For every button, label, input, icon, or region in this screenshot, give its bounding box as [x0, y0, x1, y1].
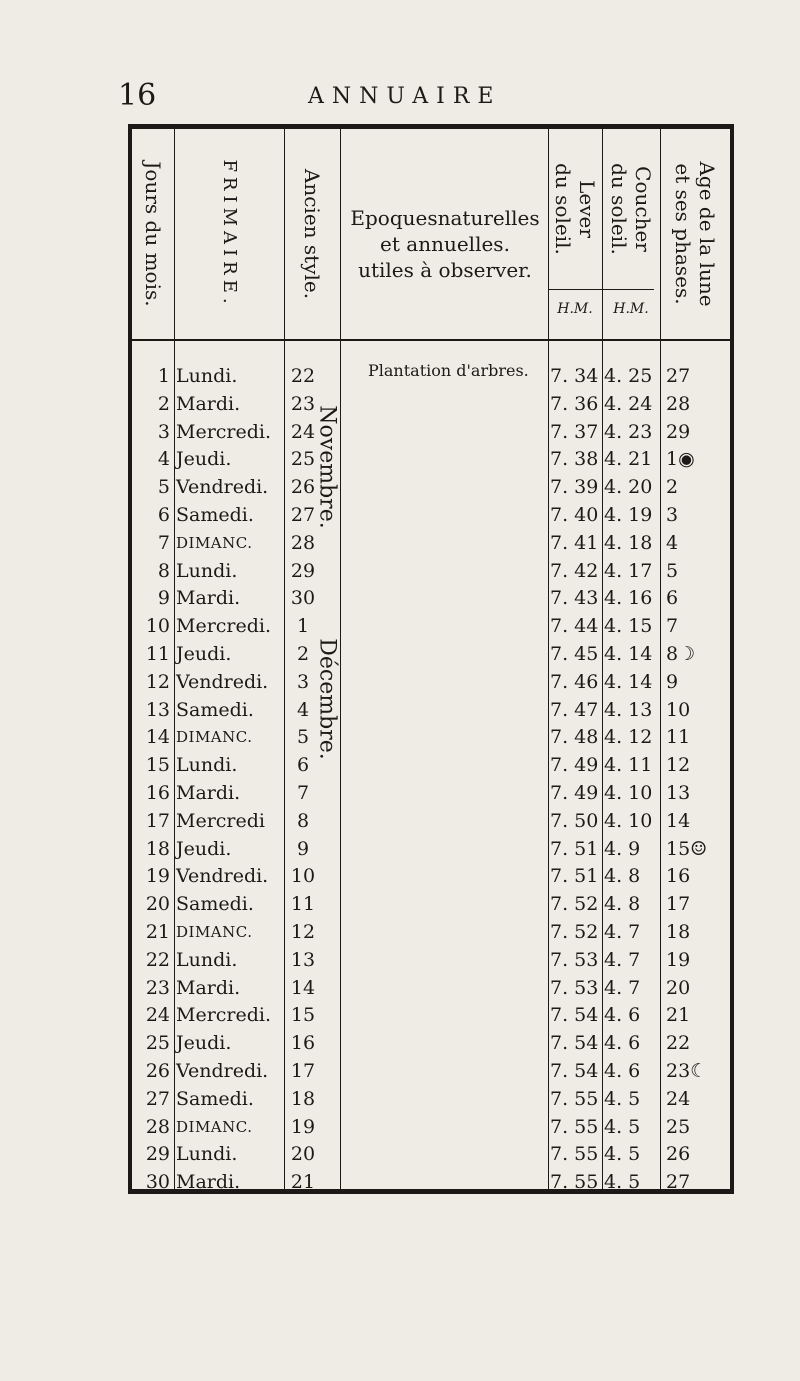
day-number: 10	[145, 615, 170, 638]
header-ancien-label: Ancien style.	[300, 168, 324, 300]
sunrise-time: 7. 37	[550, 420, 599, 443]
old-style-month-label: Novembre.	[314, 405, 340, 529]
sunrise-time: 7. 45	[550, 643, 599, 665]
table-row	[132, 1000, 730, 1030]
moon-age: 6	[666, 587, 679, 610]
header-month-label: FRIMAIRE.	[219, 159, 240, 309]
moon-age: 8☽	[666, 643, 696, 665]
old-style-date: 23	[290, 392, 316, 415]
day-number: 4	[157, 448, 170, 471]
day-number: 22	[145, 948, 170, 971]
table-row	[132, 778, 730, 808]
old-style-date: 2	[296, 643, 310, 665]
sunset-time: 4. 6	[604, 1032, 641, 1055]
sunset-time: 4. 8	[604, 893, 641, 916]
sunrise-time: 7. 53	[550, 976, 599, 999]
table-row	[132, 861, 730, 891]
day-number: 2	[157, 392, 170, 415]
moon-age: 7	[666, 615, 679, 638]
header-age-label: Age de la lune	[695, 161, 719, 307]
sunrise-time: 7. 47	[550, 698, 599, 721]
old-style-date: 9	[296, 837, 310, 860]
old-style-date: 19	[290, 1115, 316, 1138]
sunrise-time: 7. 55	[550, 1087, 599, 1110]
day-number: 9	[157, 587, 170, 610]
sunrise-time: 7. 54	[550, 1004, 599, 1027]
sunrise-time: 7. 46	[550, 670, 599, 693]
header-epoques-line1: Epoquesnaturelles	[350, 206, 540, 230]
day-name: Lundi.	[176, 754, 238, 777]
day-name: Mardi.	[176, 1171, 241, 1194]
old-style-date: 12	[290, 921, 316, 943]
sunset-time: 4. 5	[604, 1087, 641, 1110]
sunset-time: 4. 23	[604, 420, 653, 443]
header-lever-label: Lever	[575, 180, 599, 238]
old-style-month-label: Décembre.	[314, 638, 340, 760]
table-row	[132, 472, 730, 502]
sunset-time: 4. 10	[604, 809, 653, 832]
page-number: 16	[118, 78, 157, 113]
day-name: Jeudi.	[176, 837, 232, 860]
moon-age: 17	[666, 893, 691, 916]
old-style-date: 6	[296, 754, 310, 777]
day-number: 27	[145, 1087, 170, 1110]
sunset-time: 4. 21	[604, 448, 653, 471]
sunset-time: 4. 9	[604, 837, 641, 860]
sunrise-time: 7. 52	[550, 893, 599, 916]
moon-age: 15☺	[666, 837, 708, 860]
sunrise-time: 7. 39	[550, 476, 599, 499]
old-style-date: 26	[290, 476, 316, 499]
moon-age: 25	[666, 1115, 691, 1138]
sunrise-time: 7. 55	[550, 1115, 599, 1138]
day-name: Lundi.	[176, 948, 238, 971]
old-style-date: 13	[290, 948, 316, 971]
moon-age: 9	[666, 670, 679, 693]
moon-age: 29	[666, 420, 691, 443]
table-row	[132, 1112, 730, 1142]
old-style-date: 27	[290, 504, 316, 526]
day-name: Samedi.	[176, 698, 254, 721]
table-row	[132, 583, 730, 613]
day-name: Vendredi.	[176, 476, 269, 499]
moon-age: 24	[666, 1087, 691, 1110]
day-number: 14	[145, 726, 170, 749]
day-number: 18	[145, 837, 170, 860]
sunrise-time: 7. 42	[550, 559, 599, 582]
table-row	[132, 444, 730, 474]
day-number: 6	[157, 504, 170, 526]
sunset-time: 4. 7	[604, 921, 641, 943]
sunset-time: 4. 24	[604, 392, 653, 415]
header-coucher-label: Coucher	[631, 166, 655, 252]
table-row	[132, 973, 730, 1003]
calendar-table	[128, 124, 734, 1194]
day-name: Mercredi.	[176, 1004, 272, 1027]
old-style-date: 11	[290, 893, 316, 916]
day-number: 11	[145, 643, 170, 665]
sunset-time: 4. 5	[604, 1143, 641, 1166]
sunrise-time: 7. 51	[550, 865, 599, 888]
sunrise-time: 7. 50	[550, 809, 599, 832]
old-style-date: 20	[290, 1143, 316, 1166]
table-row	[132, 722, 730, 752]
sunset-time: 4. 8	[604, 865, 641, 888]
moon-age: 27	[666, 365, 691, 387]
sunrise-time: 7. 55	[550, 1171, 599, 1194]
day-name: Lundi.	[176, 1143, 238, 1166]
day-number: 17	[145, 809, 170, 832]
table-row	[132, 556, 730, 586]
sunset-time: 4. 25	[604, 365, 653, 387]
old-style-date: 10	[290, 865, 316, 888]
day-name: Mardi.	[176, 976, 241, 999]
unit-separator	[548, 289, 654, 290]
sunset-time: 4. 7	[604, 948, 641, 971]
day-number: 16	[145, 782, 170, 804]
day-name: Jeudi.	[176, 448, 232, 471]
table-row	[132, 500, 730, 530]
day-name: Vendredi.	[176, 1060, 269, 1082]
unit-coucher: H.M.	[613, 301, 649, 317]
day-number: 24	[145, 1004, 170, 1027]
day-number: 8	[157, 559, 170, 582]
day-number: 28	[145, 1115, 170, 1138]
header-age-lune	[660, 129, 730, 339]
old-style-date: 25	[290, 448, 316, 471]
day-number: 21	[145, 921, 170, 943]
moon-age: 18	[666, 921, 691, 943]
day-name: DIMANC.	[176, 923, 253, 941]
sunset-time: 4. 6	[604, 1060, 641, 1082]
header-epoques-line3: utiles à observer.	[358, 258, 532, 282]
moon-age: 4	[666, 531, 679, 554]
table-row	[132, 1056, 730, 1086]
day-name: Mardi.	[176, 587, 241, 610]
day-number: 29	[145, 1143, 170, 1166]
moon-age: 28	[666, 392, 691, 415]
day-name: DIMANC.	[176, 533, 253, 552]
old-style-date: 21	[290, 1171, 316, 1194]
sunrise-time: 7. 52	[550, 921, 599, 943]
moon-age: 10	[666, 698, 691, 721]
moon-age: 2	[666, 476, 679, 499]
header-month	[174, 129, 284, 339]
sunrise-time: 7. 53	[550, 948, 599, 971]
header-jours-label: Jours du mois.	[141, 161, 165, 307]
sunrise-time: 7. 49	[550, 754, 599, 777]
sunset-time: 4. 7	[604, 976, 641, 999]
sunset-time: 4. 20	[604, 476, 653, 499]
day-number: 20	[145, 893, 170, 916]
moon-age: 11	[666, 726, 691, 749]
header-ancien-style	[284, 129, 340, 339]
moon-age: 13	[666, 782, 691, 804]
table-row	[132, 1139, 730, 1169]
sunset-time: 4. 14	[604, 643, 653, 665]
moon-age: 19	[666, 948, 691, 971]
moon-age: 12	[666, 754, 691, 777]
header-separator	[132, 339, 730, 341]
old-style-date: 30	[290, 587, 316, 610]
day-number: 1	[157, 365, 170, 387]
table-row	[132, 750, 730, 780]
day-name: Mardi.	[176, 392, 241, 415]
sunrise-time: 7. 36	[550, 392, 599, 415]
sunset-time: 4. 5	[604, 1171, 641, 1194]
old-style-date: 28	[290, 531, 316, 554]
day-name: Jeudi.	[176, 1032, 232, 1055]
page-header	[118, 78, 738, 118]
day-number: 12	[145, 670, 170, 693]
day-number: 30	[145, 1171, 170, 1194]
moon-age: 26	[666, 1143, 691, 1166]
day-name: Vendredi.	[176, 670, 269, 693]
table-row	[132, 389, 730, 419]
old-style-date: 3	[296, 670, 310, 693]
moon-age: 20	[666, 976, 691, 999]
table-row	[132, 667, 730, 697]
day-name: Mercredi.	[176, 615, 272, 638]
day-name: Mercredi.	[176, 420, 272, 443]
sunrise-time: 7. 41	[550, 531, 599, 554]
day-name: Samedi.	[176, 893, 254, 916]
sunrise-time: 7. 38	[550, 448, 599, 471]
old-style-date: 14	[290, 976, 316, 999]
sunset-time: 4. 6	[604, 1004, 641, 1027]
sunset-time: 4. 13	[604, 698, 653, 721]
old-style-date: 15	[290, 1004, 316, 1027]
day-name: Lundi.	[176, 365, 238, 387]
moon-age: 23☾	[666, 1060, 708, 1082]
day-name: Samedi.	[176, 1087, 254, 1110]
sunrise-time: 7. 34	[550, 365, 599, 387]
moon-age: 16	[666, 865, 691, 888]
moon-age: 22	[666, 1032, 691, 1055]
header-age-sub: et ses phases.	[671, 163, 695, 305]
table-row	[132, 1084, 730, 1114]
table-row	[132, 889, 730, 919]
moon-age: 14	[666, 809, 691, 832]
old-style-date: 22	[290, 365, 316, 387]
old-style-date: 7	[296, 782, 310, 804]
moon-age: 3	[666, 504, 679, 526]
sunset-time: 4. 12	[604, 726, 653, 749]
day-number: 15	[145, 754, 170, 777]
old-style-date: 18	[290, 1087, 316, 1110]
old-style-date: 24	[290, 420, 316, 443]
sunset-time: 4. 19	[604, 504, 653, 526]
moon-age: 27	[666, 1171, 691, 1194]
table-row	[132, 834, 730, 864]
sunrise-time: 7. 48	[550, 726, 599, 749]
moon-age: 21	[666, 1004, 691, 1027]
unit-lever: H.M.	[557, 301, 593, 317]
old-style-date: 8	[296, 809, 310, 832]
old-style-date: 17	[290, 1060, 316, 1082]
header-lever	[548, 129, 602, 289]
sunrise-time: 7. 43	[550, 587, 599, 610]
moon-age: 1◉	[666, 448, 695, 471]
day-name: Mardi.	[176, 782, 241, 804]
table-row	[132, 361, 730, 391]
sunset-time: 4. 17	[604, 559, 653, 582]
header-jours-du-mois	[132, 129, 174, 339]
sunset-time: 4. 16	[604, 587, 653, 610]
old-style-date: 5	[296, 726, 310, 749]
old-style-date: 29	[290, 559, 316, 582]
old-style-date: 16	[290, 1032, 316, 1055]
sunrise-time: 7. 55	[550, 1143, 599, 1166]
day-number: 5	[157, 476, 170, 499]
table-row	[132, 1028, 730, 1058]
table-row	[132, 611, 730, 641]
sunrise-time: 7. 49	[550, 782, 599, 804]
day-name: DIMANC.	[176, 728, 253, 747]
sunset-time: 4. 14	[604, 670, 653, 693]
header-epoques	[342, 205, 548, 283]
sunset-time: 4. 15	[604, 615, 653, 638]
day-number: 26	[145, 1060, 170, 1082]
table-row	[132, 695, 730, 725]
day-name: Vendredi.	[176, 865, 269, 888]
day-number: 7	[157, 531, 170, 554]
sunrise-time: 7. 40	[550, 504, 599, 526]
day-number: 13	[145, 698, 170, 721]
day-name: Samedi.	[176, 504, 254, 526]
old-style-date: 1	[296, 615, 310, 638]
table-row	[132, 417, 730, 447]
table-row	[132, 528, 730, 558]
day-name: Lundi.	[176, 559, 238, 582]
header-coucher-sub: du soleil.	[607, 163, 631, 255]
sunrise-time: 7. 54	[550, 1060, 599, 1082]
old-style-date: 4	[296, 698, 310, 721]
sunrise-time: 7. 44	[550, 615, 599, 638]
day-name: Mercredi	[176, 809, 265, 832]
table-row	[132, 917, 730, 947]
header-epoques-line2: et annuelles.	[380, 232, 510, 256]
day-number: 23	[145, 976, 170, 999]
sunset-time: 4. 18	[604, 531, 653, 554]
day-number: 19	[145, 865, 170, 888]
table-row	[132, 945, 730, 975]
header-lever-sub: du soleil.	[551, 163, 575, 255]
day-number: 3	[157, 420, 170, 443]
epoque-note: Plantation d'arbres.	[368, 361, 529, 380]
table-row	[132, 806, 730, 836]
sunset-time: 4. 10	[604, 782, 653, 804]
day-name: Jeudi.	[176, 643, 232, 665]
sunrise-time: 7. 54	[550, 1032, 599, 1055]
running-title: ANNUAIRE	[308, 84, 502, 109]
header-coucher	[602, 129, 660, 289]
day-number: 25	[145, 1032, 170, 1055]
moon-age: 5	[666, 559, 679, 582]
table-row	[132, 639, 730, 669]
table-row	[132, 1167, 730, 1197]
sunset-time: 4. 5	[604, 1115, 641, 1138]
sunrise-time: 7. 51	[550, 837, 599, 860]
sunset-time: 4. 11	[604, 754, 653, 777]
day-name: DIMANC.	[176, 1117, 253, 1136]
